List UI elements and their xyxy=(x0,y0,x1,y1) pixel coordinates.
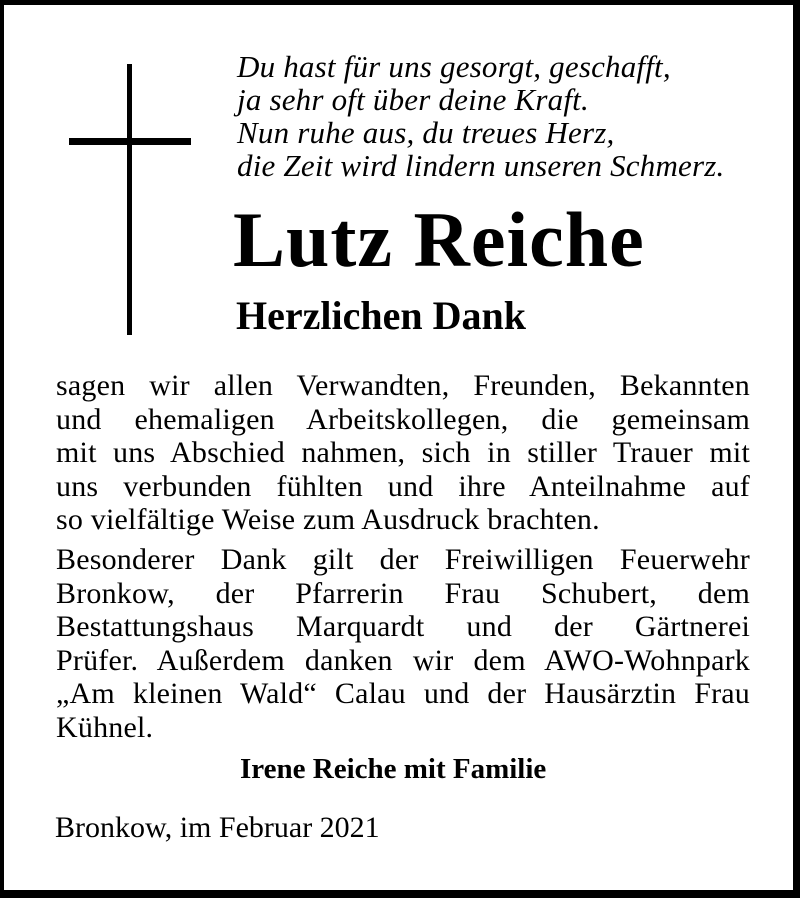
memorial-verse xyxy=(237,50,777,182)
paragraph-line: „Am kleinen Wald“ Calau und der Hausärztin Frau xyxy=(56,677,750,710)
paragraph-line: und ehemaligen Arbeitskollegen, die gemeinsam xyxy=(56,402,750,436)
paragraph-line: mit uns Abschied nahmen, sich in stiller Trauer mit xyxy=(56,436,750,469)
paragraph-line: Kühnel. xyxy=(56,710,154,744)
paragraph-line: Prüfer. Außerdem danken wir dem AWO-Wohnpark xyxy=(56,643,750,677)
deceased-name: Lutz Reiche xyxy=(233,196,645,283)
thanks-paragraph xyxy=(56,369,750,537)
place-and-date: Bronkow, im Februar 2021 xyxy=(55,811,380,844)
family-signature: Irene Reiche mit Familie xyxy=(240,753,547,785)
verse-line: Du hast für uns gesorgt, geschafft, xyxy=(237,49,671,84)
cross-horizontal-bar xyxy=(69,138,191,145)
paragraph-line: so vielfältige Weise zum Ausdruck brachten. xyxy=(56,503,600,536)
verse-line: Nun ruhe aus, du treues Herz, xyxy=(237,115,615,150)
special-thanks-paragraph xyxy=(56,543,750,744)
paragraph-line: Bestattungshaus Marquardt und der Gärtnerei xyxy=(56,610,750,643)
verse-line: ja sehr oft über deine Kraft. xyxy=(237,82,589,117)
paragraph-line: Besonderer Dank gilt der Freiwilligen Feuerwehr xyxy=(56,543,750,576)
paragraph-line: Bronkow, der Pfarrerin Frau Schubert, dem xyxy=(56,576,750,610)
verse-line: die Zeit wird lindern unseren Schmerz. xyxy=(237,148,725,183)
cross-vertical-bar xyxy=(127,64,132,335)
paragraph-line: sagen wir allen Verwandten, Freunden, Bekannten xyxy=(56,369,750,402)
paragraph-line: uns verbunden fühlten und ihre Anteilnahme auf xyxy=(56,469,750,503)
headline: Herzlichen Dank xyxy=(236,293,526,338)
